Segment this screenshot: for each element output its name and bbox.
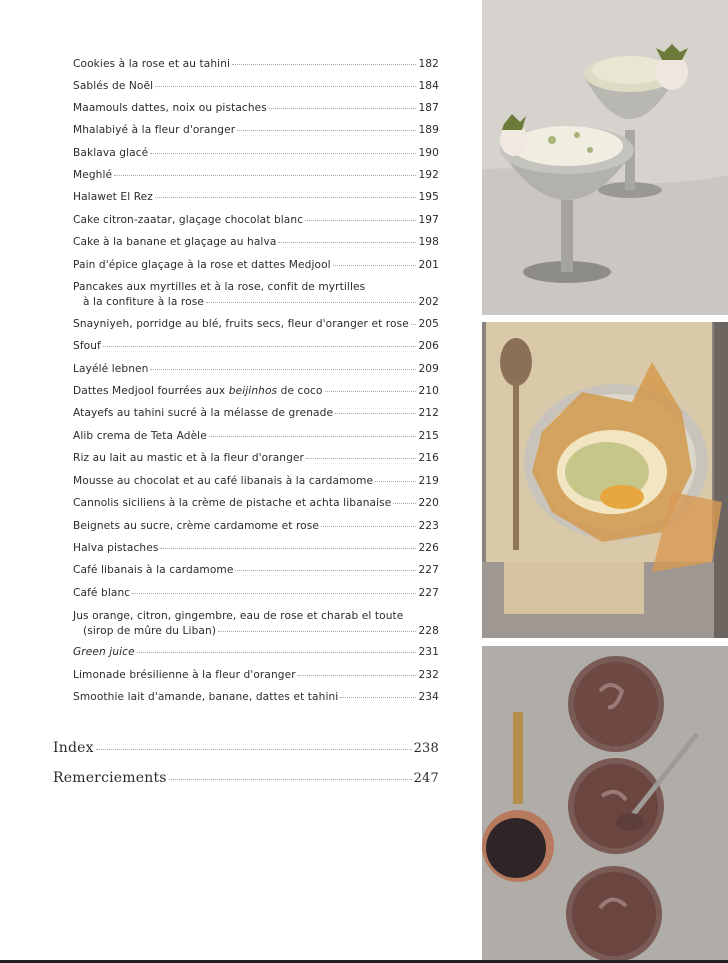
dot-leader (235, 570, 416, 571)
toc-entry-title: Pain d'épice glaçage à la rose et dattes Medjool (73, 259, 331, 271)
photo-baklava-dessert (482, 322, 728, 638)
dot-leader (340, 697, 416, 698)
toc-entry (73, 563, 439, 578)
dot-leader (278, 242, 416, 243)
toc-entry (73, 451, 439, 466)
toc-entry (73, 146, 439, 161)
toc-entry-page: 247 (413, 771, 439, 786)
dot-leader (155, 86, 416, 87)
dot-leader (96, 749, 412, 750)
toc-entry-page: 198 (418, 236, 439, 248)
toc-entry-title: Atayefs au tahini sucré à la mélasse de grenade (73, 407, 334, 419)
dot-leader (298, 675, 417, 676)
toc-entry-page: 228 (418, 624, 439, 637)
dot-leader (325, 391, 417, 392)
toc-entry (73, 213, 439, 228)
toc-entry-page: 195 (418, 191, 439, 203)
dot-leader (150, 153, 416, 154)
toc-entry-title: (sirop de mûre du Liban) (83, 624, 217, 637)
toc-entry-page: 206 (418, 340, 439, 352)
dot-leader (269, 108, 417, 109)
toc-entry-page: 227 (418, 587, 439, 599)
dot-leader (206, 302, 417, 303)
dot-leader (321, 526, 416, 527)
toc-entry (73, 79, 439, 94)
toc-entry-title: Dattes Medjool fourrées aux beijinhos de coco (73, 385, 323, 397)
toc-entry (73, 645, 439, 660)
toc-entry-title: Smoothie lait d'amande, banane, dattes et tahini (73, 691, 339, 703)
toc-entry (73, 519, 439, 534)
toc-entry (73, 168, 439, 183)
toc-entry (73, 317, 439, 332)
toc-entry-title: Riz au lait au mastic et à la fleur d'oranger (73, 452, 305, 464)
toc-entry (73, 406, 439, 421)
dot-leader (150, 369, 416, 370)
dot-leader (114, 175, 416, 176)
toc-entry (73, 586, 439, 601)
toc-entry-title: Halawet El Rez (73, 191, 153, 203)
toc-entry-title: Mousse au chocolat et au café libanais à la cardamome (73, 475, 374, 487)
dot-leader (103, 346, 417, 347)
toc-entry-page: 219 (418, 475, 439, 487)
toc-entry-title: Green juice (73, 646, 135, 658)
dot-leader (232, 64, 416, 65)
toc-entry (73, 280, 439, 309)
toc-entry (73, 339, 439, 354)
toc-entry (73, 258, 439, 273)
toc-entry-page: 190 (418, 147, 439, 159)
chocolate-mousse-illustration (482, 646, 728, 963)
toc-entry-title: Cannolis siciliens à la crème de pistache et achta libanaise (73, 497, 392, 509)
toc-entry-page: 192 (418, 169, 439, 181)
toc-entry-title: Sablés de Noël (73, 80, 154, 92)
toc-entry-title: Mhalabiyé à la fleur d'oranger (73, 124, 236, 136)
toc-entry (73, 668, 439, 683)
toc-entry-title: Remerciements (53, 770, 167, 786)
toc-entry-title: Cake citron-zaatar, glaçage chocolat blanc (73, 214, 304, 226)
dot-leader (306, 458, 416, 459)
toc-entry-title: Limonade brésilienne à la fleur d'oranger (73, 669, 296, 681)
toc-entry-page: 205 (418, 318, 439, 330)
toc-entry (73, 190, 439, 205)
dot-leader (169, 779, 412, 780)
toc-entry-title-line1: Pancakes aux myrtilles et à la rose, confit de myrtilles (73, 281, 366, 293)
toc-entry-title: Cookies à la rose et au tahini (73, 58, 231, 70)
dot-leader (132, 593, 416, 594)
ice-cream-coupes-illustration (482, 0, 728, 315)
toc-entry-title: Café blanc (73, 587, 131, 599)
dot-leader (237, 130, 416, 131)
toc-entry-title-line1: Jus orange, citron, gingembre, eau de rose et charab el toute (73, 610, 404, 622)
toc-entry (73, 123, 439, 138)
dot-leader (218, 631, 416, 632)
toc-entry (73, 496, 439, 511)
dot-leader (411, 324, 417, 325)
toc-entry-page: 220 (418, 497, 439, 509)
toc-entry-page: 182 (418, 58, 439, 70)
dot-leader (155, 197, 417, 198)
toc-entry-page: 210 (418, 385, 439, 397)
toc-entry-page: 187 (418, 102, 439, 114)
toc-entry-page: 232 (418, 669, 439, 681)
toc-entry-page: 189 (418, 124, 439, 136)
toc-entry (73, 541, 439, 556)
toc-entry-page: 227 (418, 564, 439, 576)
toc-entry-title: Snayniyeh, porridge au blé, fruits secs, fleur d'oranger et rose (73, 318, 409, 330)
photo-chocolate-mousse (482, 646, 728, 963)
toc-entry (73, 57, 439, 72)
toc-entry-title: Maamouls dattes, noix ou pistaches (73, 102, 267, 114)
dot-leader (160, 548, 416, 549)
photo-ice-cream-coupes (482, 0, 728, 315)
toc-entry-title: Café libanais à la cardamome (73, 564, 234, 576)
dot-leader (209, 436, 417, 437)
toc-entry-title: Beignets au sucre, crème cardamome et rose (73, 520, 319, 532)
toc-entry (73, 235, 439, 250)
toc-entry-title: Meghlé (73, 169, 113, 181)
toc-entry-title: à la confiture à la rose (83, 295, 204, 308)
toc-entry-title: Cake à la banane et glaçage au halva (73, 236, 277, 248)
toc-thanks-entry (53, 770, 439, 786)
toc-entry (73, 429, 439, 444)
toc-entry-page: 202 (418, 295, 439, 308)
toc-entry-page: 212 (418, 407, 439, 419)
toc-index-entry (53, 740, 439, 756)
dot-leader (393, 503, 416, 504)
toc-entry-title: Baklava glacé (73, 147, 149, 159)
toc-entry-page: 201 (418, 259, 439, 271)
toc-entry-page: 226 (418, 542, 439, 554)
toc-entry-page: 216 (418, 452, 439, 464)
dot-leader (335, 413, 416, 414)
toc-entry (73, 609, 439, 638)
toc-entry-page: 209 (418, 363, 439, 375)
toc-entry-page: 231 (418, 646, 439, 658)
toc-entry-page: 234 (418, 691, 439, 703)
toc-entry-page: 197 (418, 214, 439, 226)
toc-entry (73, 474, 439, 489)
toc-entry-title: Halva pistaches (73, 542, 159, 554)
toc-entry-title: Index (53, 740, 94, 756)
toc-entry (73, 690, 439, 705)
dot-leader (333, 265, 417, 266)
dot-leader (305, 220, 416, 221)
toc-entry-page: 184 (418, 80, 439, 92)
toc-entry (73, 362, 439, 377)
toc-entry-page: 223 (418, 520, 439, 532)
toc-entry-title: Sfouf (73, 340, 101, 352)
dot-leader (137, 652, 417, 653)
dot-leader (375, 481, 416, 482)
toc-entry (73, 384, 439, 399)
toc-entry-page: 215 (418, 430, 439, 442)
toc-entry-title: Alib crema de Teta Adèle (73, 430, 207, 442)
toc-entry-page: 238 (413, 741, 439, 756)
toc-entry (73, 101, 439, 116)
toc-entry-title: Layélé lebnen (73, 363, 149, 375)
baklava-dessert-illustration (482, 322, 728, 638)
